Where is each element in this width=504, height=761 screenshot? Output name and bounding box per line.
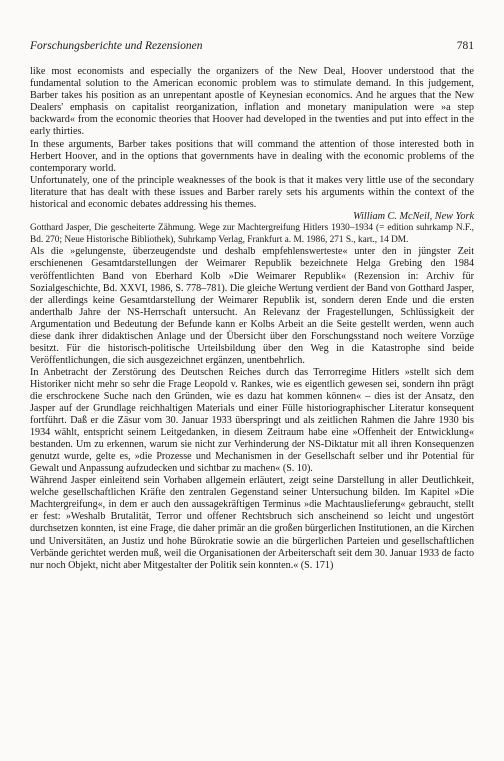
page-body	[30, 66, 474, 572]
reviewer-signature: William C. McNeil, New York	[353, 211, 474, 223]
review-paragraph: Während Jasper einleitend sein Vorhaben allgemein erläutert, zeigt seine Darstellung in aller Deutlichkeit, welche gesellschaftlichen Kräfte den zentralen Gegenstand seiner Untersuchung bilden. Im Kapitel »Die Machtergreifung«, in dem er auch den aussagekräftigen Terminus »die Machtauslieferung« gebraucht, stellt er fest: »Weshalb Brutalität, Terror und offener Rechtsbruch sich anscheinend so leicht und ungestört durchsetzen konnten, ist eine Frage, die daher primär an die großen bürgerlichen Institutionen, an die Kirchen und Universitäten, an Justiz und hohe Bürokratie sowie an die bürgerlichen Parteien und gesellschaftlichen Verbände gerichtet werden muß, weil die Organisationen der Arbeiterschaft seit dem 30. Januar 1933 de facto nur noch Objekt, nicht aber Mitgestalter der Politik sein konnten.« (S. 171)	[30, 475, 474, 571]
review-paragraph: In these arguments, Barber takes positions that will command the attention of those interested both in Herbert Hoover, and in the options that governments have in dealing with the economic problems of the contemporary world.	[30, 138, 474, 174]
review-paragraph: like most economists and especially the organizers of the New Deal, Hoover understood that the fundamental solution to the American economic problem was to stimulate demand. In this judgement, Barber takes his position as an unrepentant apostle of Keynesian economics. And he argues that the New Dealers' emphasis on capitalist reorganization, inflation and monetary manipulation were »a step backward« from the economic theories that Hoover had developed in the twenties and put into effect in the early thirties.	[30, 66, 474, 138]
page-number: 781	[456, 40, 474, 52]
book-citation: Gotthard Jasper, Die gescheiterte Zähmung. Wege zur Machtergreifung Hitlers 1930–1934 (= edition suhrkamp N.F., Bd. 270; Neue Historische Bibliothek), Suhrkamp Verlag, Frankfurt a. M. 1986, 271 S., kart., 14 DM.	[30, 223, 474, 245]
review-paragraph: In Anbetracht der Zerstörung des Deutschen Reiches durch das Terrorregime Hitlers »stellt sich dem Historiker nicht mehr so sehr die Frage Leopold v. Rankes, wie es eigentlich gewesen sei, sondern ihn prägt die erschrockene Suche nach den Gründen, wie es dazu hat kommen können« – dies ist der Ansatz, den Jasper auf der Grundlage reichhaltigen Materials und einer Fülle historiographischer Literatur konsequent fortführt. Daß er die Zäsur vom 30. Januar 1933 überspringt und als zeitlichen Rahmen die Jahre 1930 bis 1934 wählt, entspricht seinem Leitgedanken, in diesem Zeitraum habe eine »Offenheit der Entwicklung« bestanden. Um zu erkennen, warum sie nicht zur Verhinderung der NS-Diktatur mit all ihren Konsequenzen genutzt wurde, gelte es, »die Prozesse und Mechanismen in der Gesellschaft selber und ihr Potential für Gewalt und Anpassung aufzudecken und sichtbar zu machen« (S. 10).	[30, 366, 474, 475]
review-jasper	[30, 246, 474, 571]
review-mcneil	[30, 66, 474, 223]
review-paragraph: Als die »gelungenste, überzeugendste und deshalb empfehlenswerteste« unter den in jüngster Zeit erschienenen Gesamtdarstellungen der Weimarer Republik bezeichnete Helga Grebing den 1984 veröffentlichten Band von Eberhard Kolb »Die Weimarer Republik« (Rezension in: Archiv für Sozialgeschichte, Bd. XXVI, 1986, S. 778–781). Die gleiche Wertung verdient der Band von Gotthard Jasper, der allerdings keine Gesamtdarstellung der Weimarer Republik ist, sondern deren Ende und die ersten anderthalb Jahre der NS-Herrschaft untersucht. An Relevanz der Fragestellungen, Schlüssigkeit der Argumentation und Bedeutung der Befunde kann er Kolbs Arbeit an die Seite gestellt werden, wenn auch diese dank ihrer didaktischen Anlage und der Übersicht über den Forschungsstand noch weitere Vorzüge besitzt. Für die historisch-politische Urteilsbildung über den Weg in die Katastrophe sind beide Veröffentlichungen, die sich ausgezeichnet ergänzen, unentbehrlich.	[30, 246, 474, 366]
review-paragraph: Unfortunately, one of the principle weaknesses of the book is that it makes very little use of the secondary literature that has dealt with these issues and Barber rarely sets his arguments within the context of the historical and economic debates addressing his themes.	[30, 174, 474, 211]
running-header	[30, 40, 474, 56]
running-title: Forschungsberichte und Rezensionen	[30, 40, 203, 52]
